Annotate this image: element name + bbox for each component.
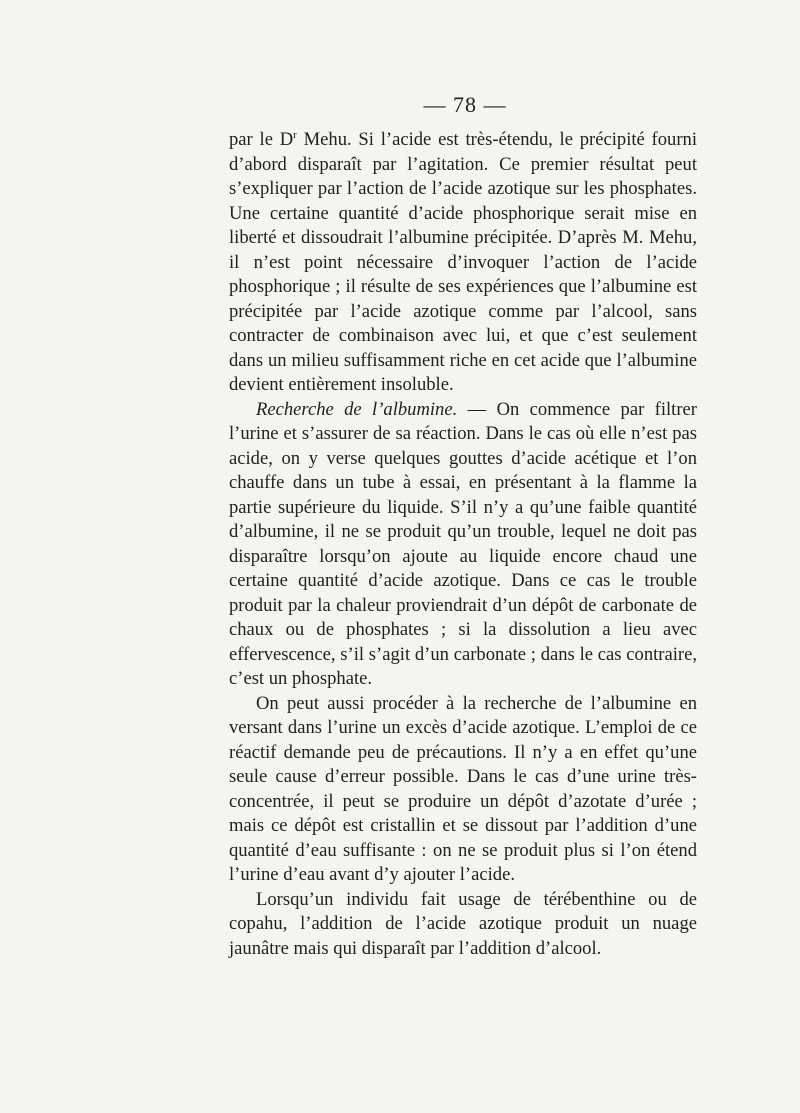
page-number: — 78 — [423,92,507,117]
paragraph-2 [229,398,697,692]
paragraph-2-text: — On commence par filtrer l’urine et s’assurer de sa réaction. Dans le cas où elle n’est pas acide, on y verse quelques gouttes d’acide acétique et l’on chauffe dans un tube à essai, en présentant à la flamme la partie supérieure du liquide. S’il n’y a qu’une faible quantité d’albumine, il ne se produit qu’un trouble, lequel ne doit pas disparaître lorsqu’on ajoute au liquide encore chaud une certaine quantité d’acide azotique. Dans ce cas le trouble produit par la chaleur proviendrait d’un dépôt de carbonate de chaux ou de phosphates ; si la dissolution a lieu avec effervescence, s’il s’agit d’un carbonate ; dans le cas contraire, c’est un phosphate. [229,398,697,689]
doctor-abbrev-superscript: r [293,128,297,141]
section-heading-recherche-albumine: Recherche de l’albumine. [256,398,458,420]
paragraph-3 [229,692,697,888]
paragraph-1-start: par le D [229,129,294,150]
paragraph-1 [229,128,697,398]
body-text [229,128,697,961]
paragraph-1-text: Mehu. Si l’acide est très-étendu, le précipité fourni d’abord disparaît par l’agitation. Ce premier résultat peut s’expliquer par l’action de l’acide azotique sur les phosphates. Une certaine quantité d’acide phosphorique serait mise en liberté et dissoudrait l’albumine précipitée. D’après M. Mehu, il n’est point nécessaire d’invoquer l’action de l’acide phosphorique ; il résulte de ses expériences que l’albumine est précipitée par l’acide azotique comme par l’alcool, sans contracter de combinaison avec lui, et que c’est seulement dans un milieu suffisamment riche en cet acide que l’albumine devient entièrement insoluble. [229,129,697,395]
paragraph-4 [229,888,697,962]
paragraph-3-text: On peut aussi procéder à la recherche de l’albumine en versant dans l’urine un excès d’acide azotique. L’emploi de ce réactif demande peu de précautions. Il n’y a en effet qu’une seule cause d’erreur possible. Dans le cas d’une urine très-concentrée, il peut se produire un dépôt d’azotate d’urée ; mais ce dépôt est cristallin et se dissout par l’addition d’une quantité d’eau suffisante : on ne se produit plus si l’on étend l’urine d’eau avant d’y ajouter l’acide. [229,692,697,885]
paragraph-4-text: Lorsqu’un individu fait usage de térébenthine ou de copahu, l’addition de l’acide azotique produit un nuage jaunâtre mais qui disparaît par l’addition d’alcool. [229,888,697,959]
